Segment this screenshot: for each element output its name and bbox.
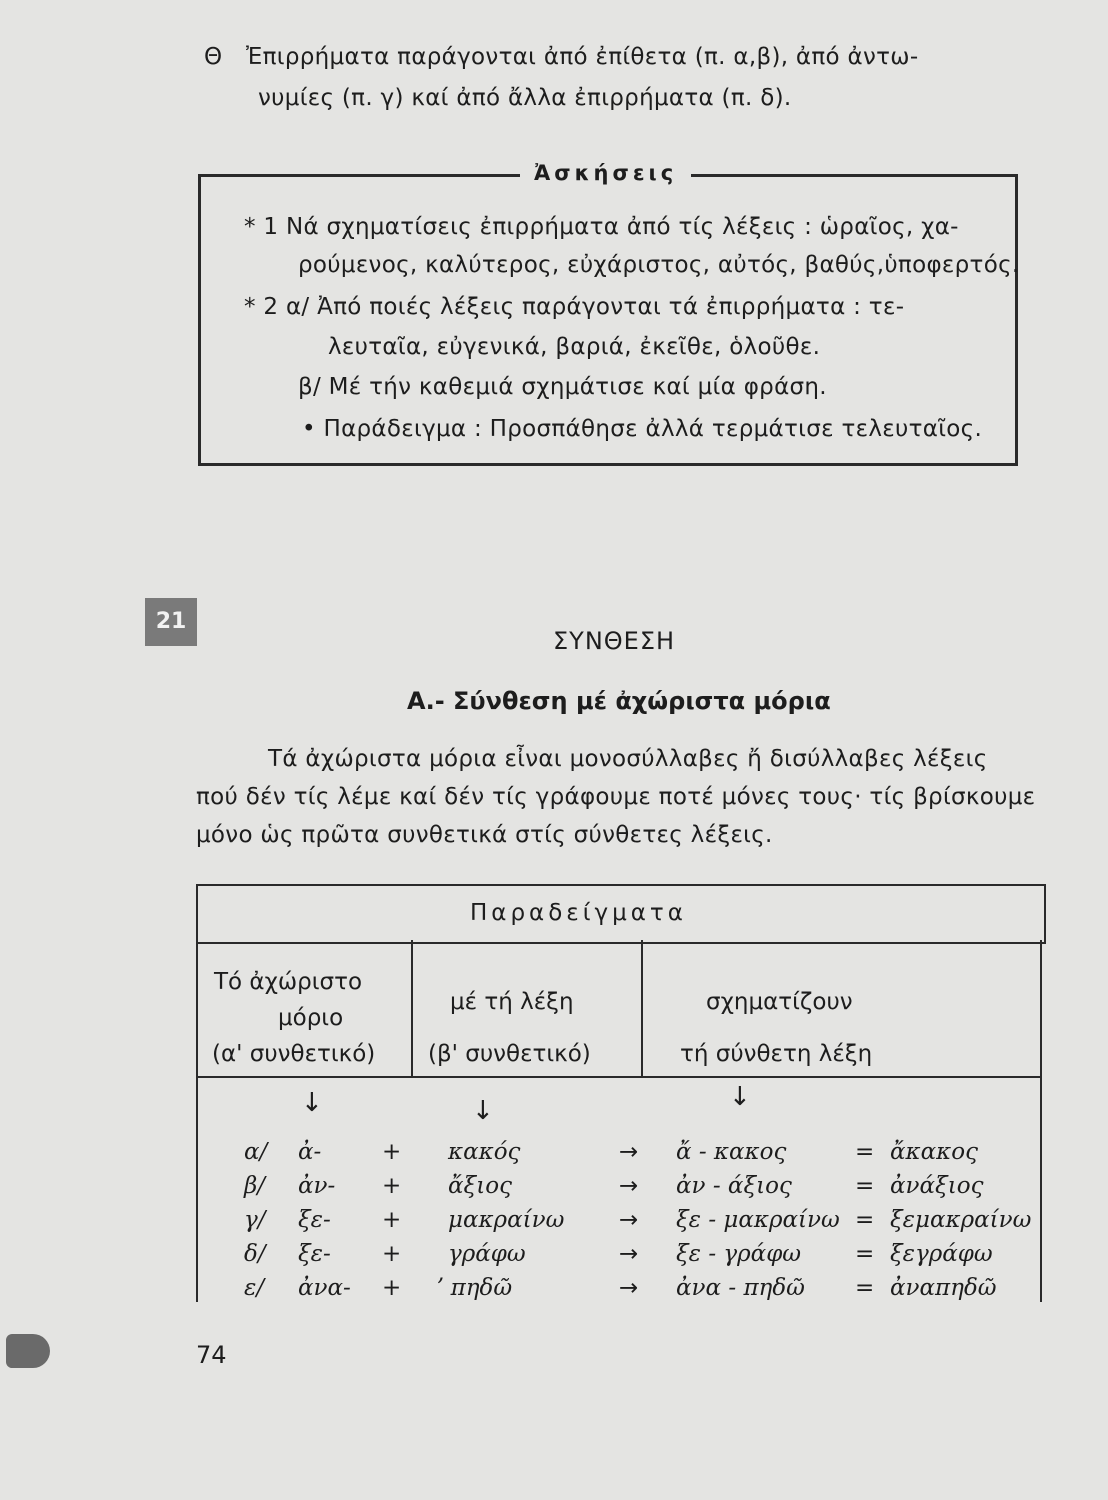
row-b-plus: + [382, 1173, 402, 1199]
col1-header-line-1: Τό ἀχώριστο [214, 969, 363, 995]
col3-header-line-1: σχηματίζουν [706, 989, 853, 1015]
row-a-letter: α/ [244, 1139, 268, 1165]
row-b-eq: = [855, 1173, 875, 1199]
row-a-result: ἄκακος [890, 1139, 978, 1165]
table-col-divider-2 [641, 940, 643, 1076]
section-subtitle: Α.- Σύνθεση μέ ἀχώριστα μόρια [407, 687, 831, 715]
row-d-split: ξε - γράφω [676, 1241, 802, 1267]
paragraph-line-3: μόνο ὡς πρῶτα συνθετικά στίς σύνθετες λέξεις. [196, 822, 773, 848]
row-b-letter: β/ [244, 1173, 266, 1199]
intro-line-2: νυμίες (π. γ) καί ἀπό ἄλλα ἐπιρρήματα (π. δ). [258, 85, 792, 111]
col2-header-line-2: (β' συνθετικό) [428, 1041, 591, 1067]
section-number-badge: 21 [145, 598, 197, 646]
table-col-divider-1 [411, 940, 413, 1076]
row-c-result: ξεμακραίνω [890, 1207, 1032, 1233]
row-b-arrow: → [619, 1173, 639, 1199]
row-a-prefix: ἀ- [298, 1139, 322, 1165]
row-c-letter: γ/ [244, 1207, 266, 1233]
intro-marker: Θ [204, 44, 223, 70]
row-d-letter: δ/ [244, 1241, 266, 1267]
row-d-word: γράφω [448, 1241, 526, 1267]
exercise-example: • Παράδειγμα : Προσπάθησε ἀλλά τερμάτισε τελευταῖος. [302, 416, 983, 442]
row-d-arrow: → [619, 1241, 639, 1267]
paragraph-line-1: Τά ἀχώριστα μόρια εἶναι μονοσύλλαβες ἤ δισύλλαβες λέξεις [268, 746, 988, 772]
row-e-arrow: → [619, 1275, 639, 1301]
row-e-word: ʼ πηδῶ [436, 1275, 513, 1301]
down-arrow-icon: ↓ [301, 1088, 323, 1118]
col2-header-line-1: μέ τή λέξη [450, 989, 574, 1015]
section-title: ΣΥΝΘΕΣΗ [553, 627, 676, 655]
table-title: Παραδείγματα [470, 900, 687, 926]
exercise-2-b: β/ Μέ τήν καθεμιά σχημάτισε καί μία φράση. [298, 374, 827, 400]
col1-header-line-2: μόριο [278, 1005, 344, 1031]
exercises-title: Ἀσκήσεις [520, 158, 691, 188]
row-e-eq: = [855, 1275, 875, 1301]
table-right-border [1040, 940, 1042, 1302]
row-d-prefix: ξε- [298, 1241, 331, 1267]
table-left-border [196, 940, 198, 1302]
exercise-1-line-2: ρούμενος, καλύτερος, εὐχάριστος, αὐτός, βαθύς,ὑποφερτός. [298, 252, 1020, 278]
row-e-letter: ε/ [244, 1275, 265, 1301]
col3-header-line-2: τή σύνθετη λέξη [680, 1041, 873, 1067]
row-b-split: ἀν - άξιος [676, 1173, 792, 1199]
row-d-result: ξεγράφω [890, 1241, 993, 1267]
paragraph-line-2: πού δέν τίς λέμε καί δέν τίς γράφουμε ποτέ μόνες τους· τίς βρίσκουμε [196, 784, 1036, 810]
down-arrow-icon: ↓ [729, 1082, 751, 1112]
row-a-eq: = [855, 1139, 875, 1165]
exercise-1-line-1: * 1 Νά σχηματίσεις ἐπιρρήματα ἀπό τίς λέξεις : ὡραῖος, χα- [244, 214, 959, 240]
row-e-plus: + [382, 1275, 402, 1301]
row-a-split: ἄ - κακος [676, 1139, 787, 1165]
row-e-result: ἀναπηδῶ [890, 1275, 997, 1301]
row-a-arrow: → [619, 1139, 639, 1165]
col1-header-line-3: (α' συνθετικό) [212, 1041, 376, 1067]
row-c-prefix: ξε- [298, 1207, 331, 1233]
edge-mark [6, 1334, 50, 1368]
exercise-2-line-1: * 2 α/ Ἀπό ποιές λέξεις παράγονται τά ἐπιρρήματα : τε- [244, 294, 905, 320]
row-b-result: ἀνάξιος [890, 1173, 984, 1199]
row-c-arrow: → [619, 1207, 639, 1233]
row-e-split: ἀνα - πηδῶ [676, 1275, 805, 1301]
row-c-split: ξε - μακραίνω [676, 1207, 840, 1233]
row-a-word: κακός [448, 1139, 521, 1165]
row-d-plus: + [382, 1241, 402, 1267]
page-number: 74 [196, 1341, 227, 1369]
row-c-plus: + [382, 1207, 402, 1233]
intro-line-1: Ἐπιρρήματα παράγονται ἀπό ἐπίθετα (π. α,β), ἀπό ἀντω- [246, 44, 919, 70]
row-c-eq: = [855, 1207, 875, 1233]
table-header-bottom-line [196, 1076, 1042, 1078]
row-a-plus: + [382, 1139, 402, 1165]
row-c-word: μακραίνω [448, 1207, 565, 1233]
row-b-word: ἄξιος [448, 1173, 512, 1199]
row-b-prefix: ἀν- [298, 1173, 336, 1199]
exercise-2-line-2: λευταῖα, εὐγενικά, βαριά, ἐκεῖθε, ὁλοῦθε. [328, 334, 821, 360]
row-e-prefix: ἀνα- [298, 1275, 351, 1301]
row-d-eq: = [855, 1241, 875, 1267]
down-arrow-icon: ↓ [472, 1096, 494, 1126]
